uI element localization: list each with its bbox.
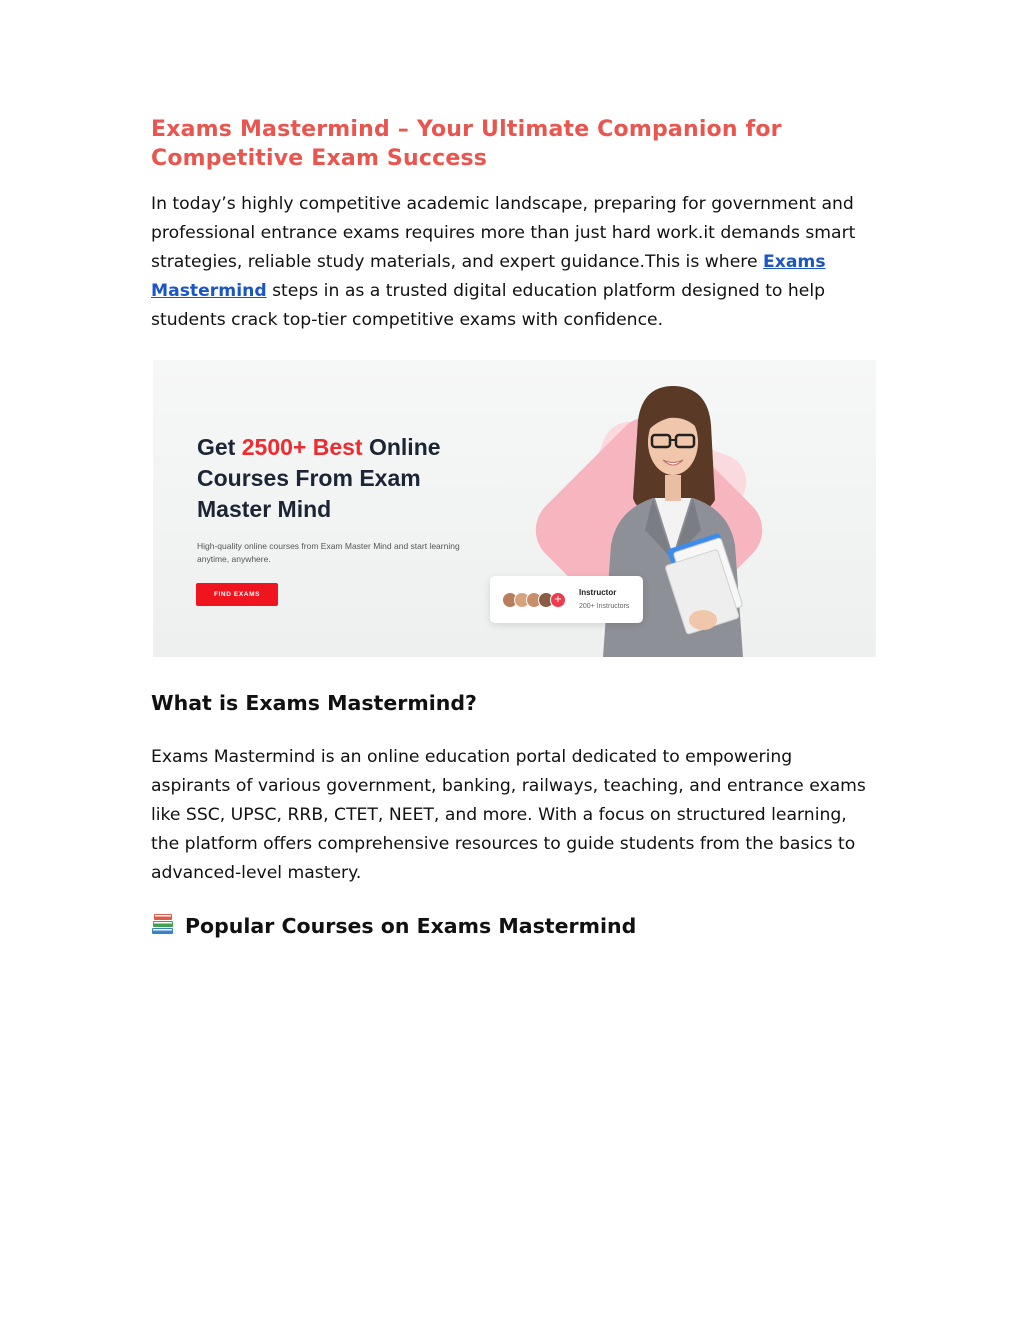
- section-heading-popular-courses: [151, 912, 636, 940]
- find-exams-button[interactable]: FIND EXAMS: [196, 583, 278, 606]
- instructor-card: [490, 576, 643, 623]
- books-icon: [151, 913, 175, 935]
- banner-headline-end: Online Courses From Exam Master Mind: [197, 434, 441, 522]
- instructor-avatars: [502, 592, 572, 607]
- banner-headline: [197, 432, 497, 525]
- instructor-count: 200+ Instructors: [579, 603, 630, 610]
- instructor-title: Instructor: [579, 588, 617, 597]
- popular-courses-heading-text: Popular Courses on Exams Mastermind: [185, 914, 637, 938]
- section-what-is-body: Exams Mastermind is an online education portal dedicated to empowering aspirants of various government, banking, railways, teaching, and entrance exams like SSC, UPSC, RRB, CTET, NEET, and more. With a focus on structured learning, the platform offers comprehensive resources to guide students from the basics to advanced-level mastery.: [151, 747, 866, 883]
- promo-banner: [153, 360, 876, 657]
- article-title: Exams Mastermind – Your Ultimate Companion for Competitive Exam Success: [151, 117, 782, 171]
- intro-text-end: steps in as a trusted digital education platform designed to help students crack top-tier competitive exams with confidence.: [151, 281, 826, 330]
- exams-mastermind-link[interactable]: Exams Mastermind: [151, 252, 826, 301]
- intro-paragraph: [151, 190, 877, 335]
- banner-subtext: High-quality online courses from Exam Master Mind and start learning anytime, anywhere.: [197, 541, 460, 564]
- banner-headline-highlight: 2500+ Best: [241, 434, 363, 460]
- section-heading-what-is: What is Exams Mastermind?: [151, 691, 477, 715]
- plus-icon: +: [550, 592, 566, 608]
- intro-text-start: In today’s highly competitive academic landscape, preparing for government and professional entrance exams requires more than just hard work.it demands smart strategies, reliable study materials, and expert guidance.This is where: [151, 194, 856, 272]
- banner-headline-start: Get: [197, 434, 242, 460]
